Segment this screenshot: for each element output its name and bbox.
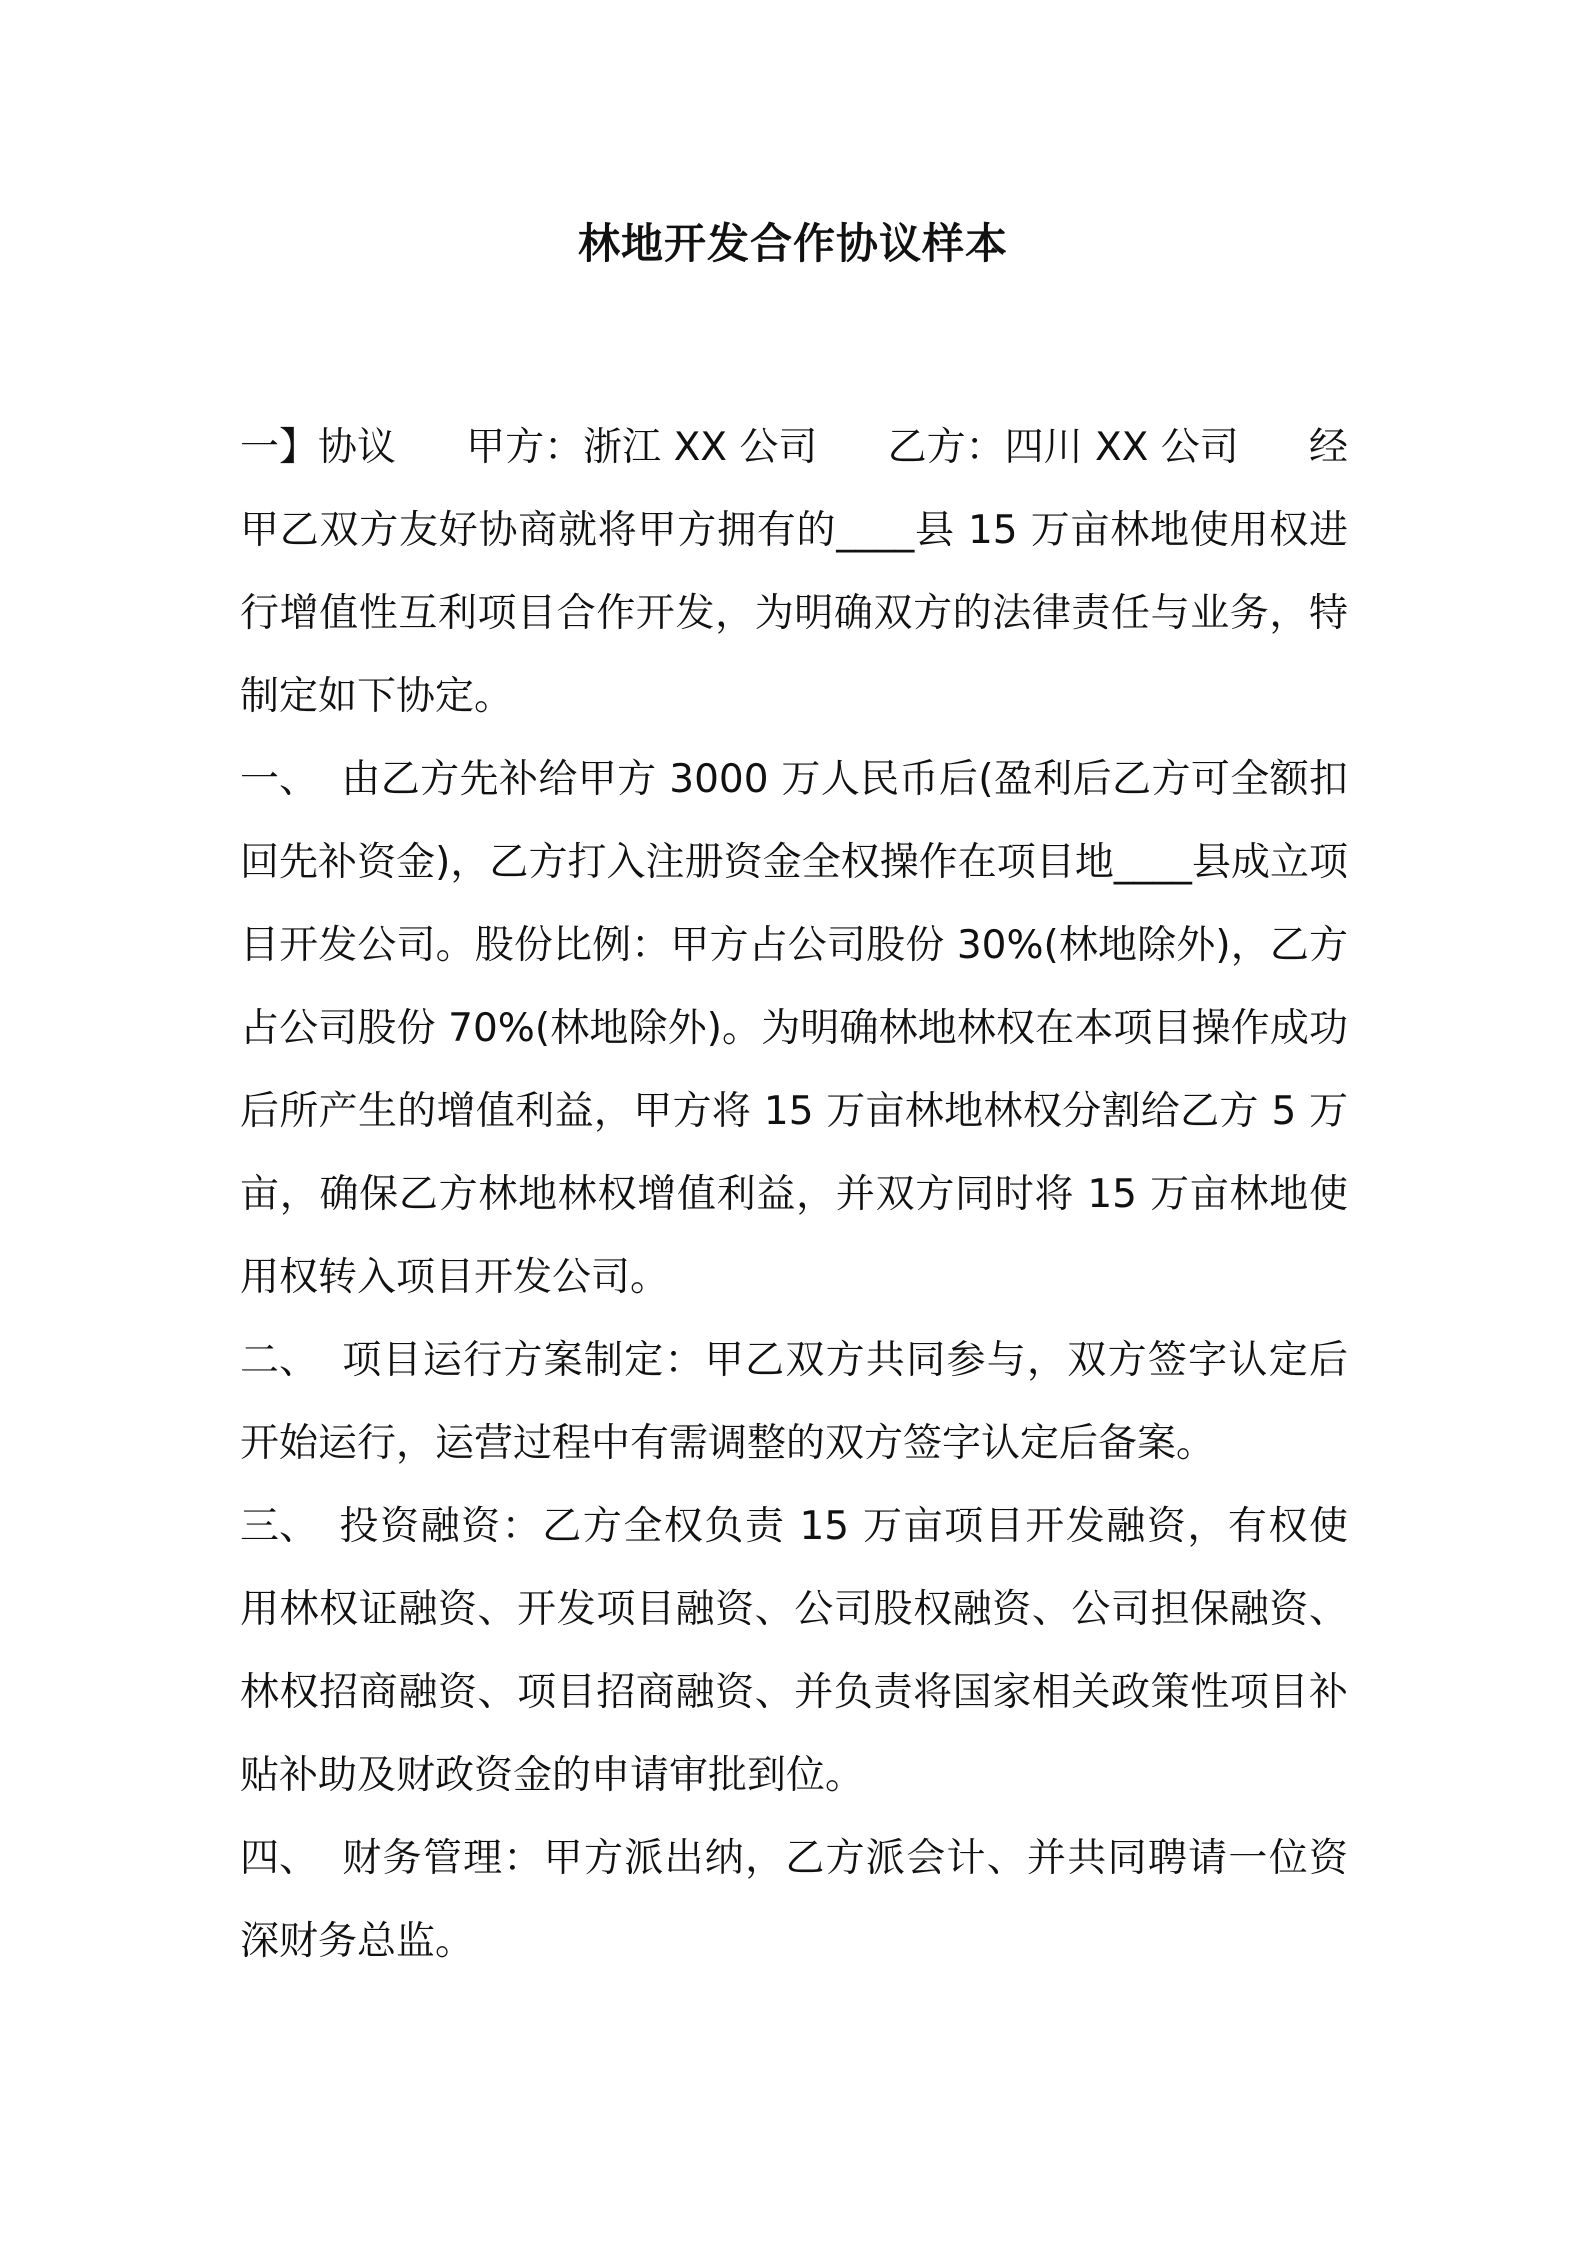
document-title: 林地开发合作协议样本 xyxy=(577,219,1008,268)
intro-paragraph: 甲乙双方友好协商就将甲方拥有的____县 15 万亩林地使用权进行增值性互利项目合作开发，为明确双方的法律责任与业务，特制定如下协定。 xyxy=(240,508,1348,719)
clause-1 xyxy=(240,738,1348,1319)
clause-text: 由乙方先补给甲方 3000 万人民币后(盈利后乙方可全额扣回先补资金)，乙方打入注册资金全权操作在项目地____县成立项目开发公司。股份比例：甲方占公司股份 30%(林地除外)，乙方占公司股份 70%(林地除外)。为明确林地林权在本项目操作成功后所产生的增值利益，甲方将 15 万亩林地林权分割给乙方 5 万亩，确保乙方林地林权增值利益，并双方同时将 15 万亩林地使用权转入项目开发公司。 xyxy=(240,757,1348,1300)
clause-number: 四、 xyxy=(240,1836,319,1881)
clause-number: 一、 xyxy=(240,757,319,802)
clause-text: 财务管理：甲方派出纳，乙方派会计、并共同聘请一位资深财务总监。 xyxy=(240,1836,1348,1964)
clause-text: 投资融资：乙方全权负责 15 万亩项目开发融资，有权使用林权证融资、开发项目融资、公司股权融资、公司担保融资、林权招商融资、项目招商融资、并负责将国家相关政策性项目补贴补助及财政资金的申请审批到位。 xyxy=(240,1504,1348,1798)
clause-number: 三、 xyxy=(240,1504,319,1549)
clause-3 xyxy=(240,1485,1348,1817)
intro-lead-char: 经 xyxy=(1308,425,1348,470)
party-b: 乙方：四川 XX 公司 xyxy=(887,425,1239,470)
agreement-label: 一】协议 xyxy=(240,425,397,470)
clause-text: 项目运行方案制定：甲乙双方共同参与，双方签字认定后开始运行，运营过程中有需调整的双方签字认定后备案。 xyxy=(240,1338,1348,1466)
clause-4 xyxy=(240,1817,1348,1983)
agreement-header-line xyxy=(240,406,1348,489)
document-body xyxy=(240,406,1348,1983)
clause-2 xyxy=(240,1319,1348,1485)
party-a: 甲方：浙江 XX 公司 xyxy=(466,425,818,470)
clause-number: 二、 xyxy=(240,1338,319,1383)
